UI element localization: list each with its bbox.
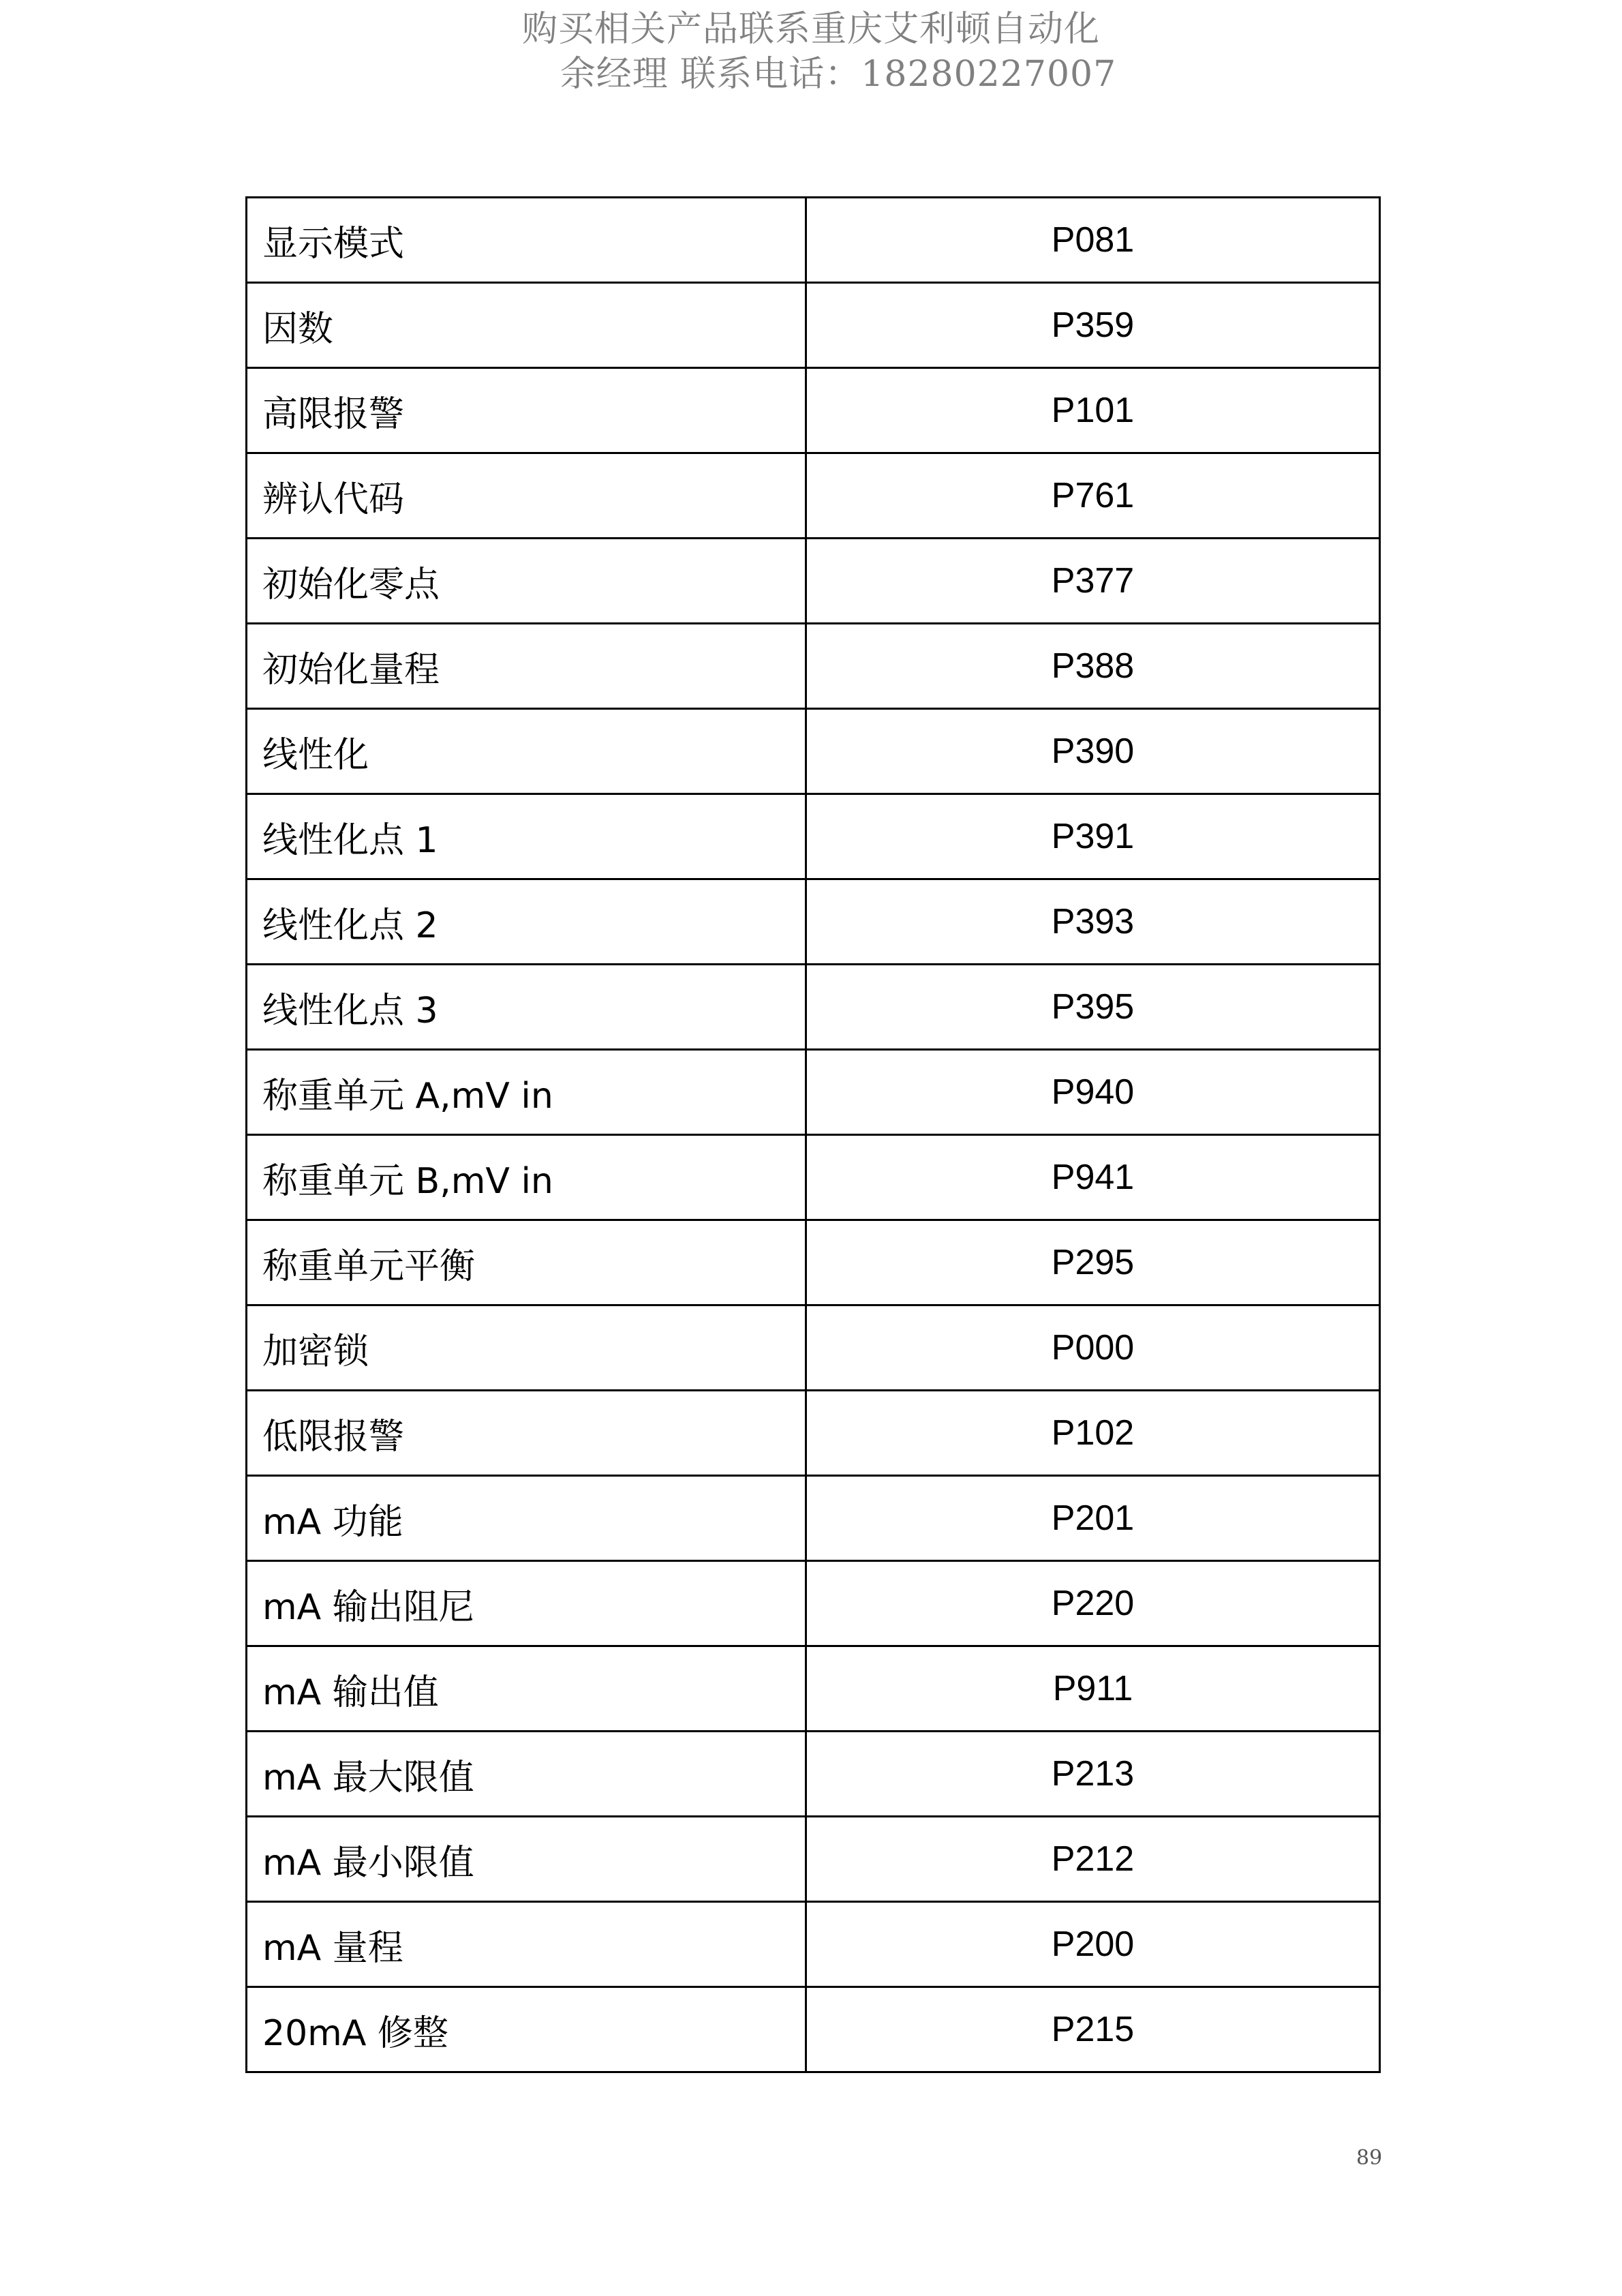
parameter-code-cell: P377 <box>806 539 1380 624</box>
table-row <box>247 1646 1380 1732</box>
table-row <box>247 1135 1380 1220</box>
parameter-name-cell: 称重单元平衡 <box>247 1220 806 1305</box>
table-row <box>247 198 1380 283</box>
parameter-name-cell: 称重单元 B,mV in <box>247 1135 806 1220</box>
parameter-code-cell: P388 <box>806 624 1380 709</box>
table-row <box>247 1050 1380 1135</box>
parameter-code-cell: P000 <box>806 1305 1380 1391</box>
parameter-code-cell: P215 <box>806 1987 1380 2072</box>
parameter-table-body <box>247 198 1380 2072</box>
parameter-name-cell: mA 最大限值 <box>247 1732 806 1817</box>
parameter-code-cell: P390 <box>806 709 1380 794</box>
parameter-code-cell: P761 <box>806 453 1380 539</box>
parameter-code-cell: P101 <box>806 368 1380 453</box>
table-row <box>247 368 1380 453</box>
parameter-name-cell: mA 输出值 <box>247 1646 806 1732</box>
table-row <box>247 1561 1380 1646</box>
page-number: 89 <box>1356 2146 1383 2170</box>
page-header <box>0 7 1622 97</box>
table-row <box>247 1305 1380 1391</box>
parameter-name-cell: 线性化点 1 <box>247 794 806 879</box>
parameter-code-cell: P200 <box>806 1902 1380 1987</box>
parameter-name-cell: 线性化点 3 <box>247 965 806 1050</box>
parameter-code-cell: P395 <box>806 965 1380 1050</box>
parameter-code-cell: P212 <box>806 1817 1380 1902</box>
table-row <box>247 283 1380 368</box>
parameter-name-cell: mA 输出阻尼 <box>247 1561 806 1646</box>
table-row <box>247 1220 1380 1305</box>
parameter-name-cell: 初始化零点 <box>247 539 806 624</box>
parameter-code-cell: P213 <box>806 1732 1380 1817</box>
table-row <box>247 1732 1380 1817</box>
table-row <box>247 1391 1380 1476</box>
parameter-table <box>245 196 1381 2073</box>
parameter-name-cell: 线性化 <box>247 709 806 794</box>
parameter-code-cell: P201 <box>806 1476 1380 1561</box>
table-row <box>247 965 1380 1050</box>
table-row <box>247 539 1380 624</box>
parameter-code-cell: P359 <box>806 283 1380 368</box>
table-row <box>247 794 1380 879</box>
parameter-name-cell: 初始化量程 <box>247 624 806 709</box>
header-contact-line-2: 余经理 联系电话：18280227007 <box>560 54 1117 95</box>
table-row <box>247 453 1380 539</box>
parameter-code-cell: P102 <box>806 1391 1380 1476</box>
parameter-name-cell: 20mA 修整 <box>247 1987 806 2072</box>
parameter-name-cell: 低限报警 <box>247 1391 806 1476</box>
parameter-code-cell: P295 <box>806 1220 1380 1305</box>
parameter-name-cell: 显示模式 <box>247 198 806 283</box>
table-row <box>247 709 1380 794</box>
table-row <box>247 1476 1380 1561</box>
parameter-code-cell: P911 <box>806 1646 1380 1732</box>
parameter-code-cell: P391 <box>806 794 1380 879</box>
table-row <box>247 1902 1380 1987</box>
parameter-name-cell: mA 量程 <box>247 1902 806 1987</box>
parameter-name-cell: mA 最小限值 <box>247 1817 806 1902</box>
parameter-name-cell: 加密锁 <box>247 1305 806 1391</box>
parameter-code-cell: P081 <box>806 198 1380 283</box>
parameter-name-cell: 因数 <box>247 283 806 368</box>
table-row <box>247 879 1380 965</box>
parameter-name-cell: mA 功能 <box>247 1476 806 1561</box>
parameter-code-cell: P220 <box>806 1561 1380 1646</box>
parameter-name-cell: 高限报警 <box>247 368 806 453</box>
parameter-name-cell: 线性化点 2 <box>247 879 806 965</box>
header-contact-line-1: 购买相关产品联系重庆艾利顿自动化 <box>521 9 1100 50</box>
table-row <box>247 1987 1380 2072</box>
table-row <box>247 1817 1380 1902</box>
parameter-name-cell: 称重单元 A,mV in <box>247 1050 806 1135</box>
parameter-code-cell: P940 <box>806 1050 1380 1135</box>
parameter-code-cell: P393 <box>806 879 1380 965</box>
parameter-name-cell: 辨认代码 <box>247 453 806 539</box>
table-row <box>247 624 1380 709</box>
parameter-code-cell: P941 <box>806 1135 1380 1220</box>
